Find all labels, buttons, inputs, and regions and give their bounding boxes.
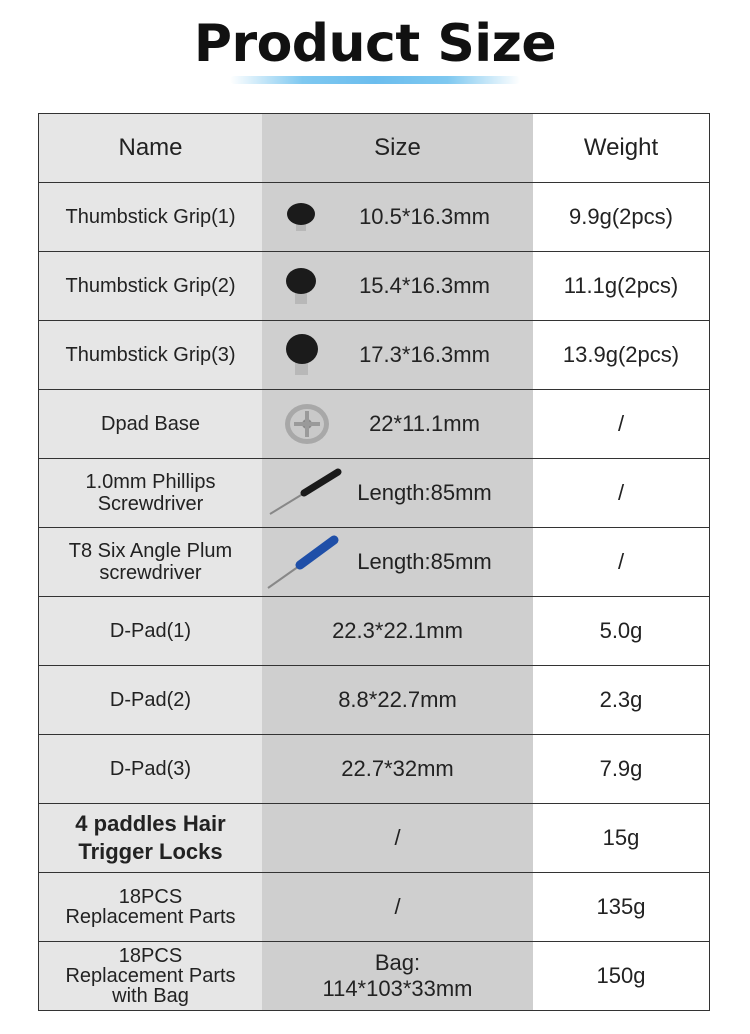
row-weight: / xyxy=(533,528,709,596)
table-row xyxy=(39,459,709,528)
row-name xyxy=(39,873,262,941)
row-name: D-Pad(2) xyxy=(39,666,262,734)
thumbstick-grip-icon xyxy=(284,331,320,379)
row-size-text: Length:85mm xyxy=(357,480,492,505)
header-size: Size xyxy=(262,114,533,182)
thumbstick-grip-icon xyxy=(284,264,318,308)
row-name xyxy=(39,942,262,1010)
row-size xyxy=(262,528,533,596)
row-weight: / xyxy=(533,390,709,458)
row-size-text: 22.7*32mm xyxy=(341,756,454,781)
row-size xyxy=(262,942,533,1010)
row-size-text: 8.8*22.7mm xyxy=(338,687,457,712)
row-size xyxy=(262,321,533,389)
row-size-text: 15.4*16.3mm xyxy=(359,273,490,298)
table-row xyxy=(39,804,709,873)
row-weight: 7.9g xyxy=(533,735,709,803)
row-size xyxy=(262,873,533,941)
row-size xyxy=(262,597,533,665)
dpad-base-icon xyxy=(284,403,330,445)
row-size xyxy=(262,252,533,320)
row-size-line: Bag: xyxy=(374,950,421,975)
row-name: D-Pad(1) xyxy=(39,597,262,665)
row-name xyxy=(39,459,262,527)
row-size-text: 22.3*22.1mm xyxy=(332,618,463,643)
row-size xyxy=(262,735,533,803)
row-name-line: 4 paddles Hair xyxy=(75,811,226,836)
row-weight: 5.0g xyxy=(533,597,709,665)
row-name-line: Trigger Locks xyxy=(78,839,223,864)
row-name-line: 1.0mm Phillips xyxy=(85,471,216,493)
row-weight: 2.3g xyxy=(533,666,709,734)
title-underline xyxy=(230,76,520,84)
row-size xyxy=(262,390,533,458)
row-name-line: 18PCS xyxy=(118,886,183,908)
row-size-text: 10.5*16.3mm xyxy=(359,204,490,229)
row-size xyxy=(262,183,533,251)
row-name-line: with Bag xyxy=(112,985,189,1007)
header-name: Name xyxy=(39,114,262,182)
row-name xyxy=(39,528,262,596)
row-weight: 9.9g(2pcs) xyxy=(533,183,709,251)
table-row xyxy=(39,942,709,1011)
row-size xyxy=(262,666,533,734)
table-header-row xyxy=(39,114,709,183)
product-size-table xyxy=(38,113,710,1011)
page-title: Product Size xyxy=(193,14,557,74)
row-name: Thumbstick Grip(2) xyxy=(39,252,262,320)
row-name: Thumbstick Grip(1) xyxy=(39,183,262,251)
row-weight: / xyxy=(533,459,709,527)
row-weight: 11.1g(2pcs) xyxy=(533,252,709,320)
table-row xyxy=(39,873,709,942)
table-row xyxy=(39,321,709,390)
row-name-line: Replacement Parts xyxy=(65,965,236,987)
thumbstick-grip-icon xyxy=(284,197,318,237)
row-name: D-Pad(3) xyxy=(39,735,262,803)
table-row xyxy=(39,735,709,804)
row-name-line: 18PCS xyxy=(118,945,183,967)
row-weight: 150g xyxy=(533,942,709,1010)
blue-screwdriver-icon xyxy=(264,532,340,592)
row-name: Thumbstick Grip(3) xyxy=(39,321,262,389)
row-name-line: T8 Six Angle Plum xyxy=(68,540,233,562)
row-weight: 15g xyxy=(533,804,709,872)
row-name-line: screwdriver xyxy=(99,562,202,584)
row-name xyxy=(39,804,262,872)
row-name-line: Screwdriver xyxy=(97,493,204,515)
table-row xyxy=(39,666,709,735)
row-name: Dpad Base xyxy=(39,390,262,458)
header-weight: Weight xyxy=(533,114,709,182)
table-row xyxy=(39,183,709,252)
row-weight: 13.9g(2pcs) xyxy=(533,321,709,389)
row-name-line: Replacement Parts xyxy=(65,906,236,928)
row-size-text: Length:85mm xyxy=(357,549,492,574)
table-row xyxy=(39,252,709,321)
row-weight: 135g xyxy=(533,873,709,941)
row-size xyxy=(262,804,533,872)
table-row xyxy=(39,597,709,666)
row-size-text: / xyxy=(394,894,401,919)
row-size-text: / xyxy=(394,825,401,850)
table-row xyxy=(39,528,709,597)
row-size-line: 114*103*33mm xyxy=(322,976,473,1001)
table-row xyxy=(39,390,709,459)
row-size-text: 22*11.1mm xyxy=(369,411,480,436)
black-screwdriver-icon xyxy=(266,468,342,518)
row-size-text: 17.3*16.3mm xyxy=(359,342,490,367)
row-size xyxy=(262,459,533,527)
